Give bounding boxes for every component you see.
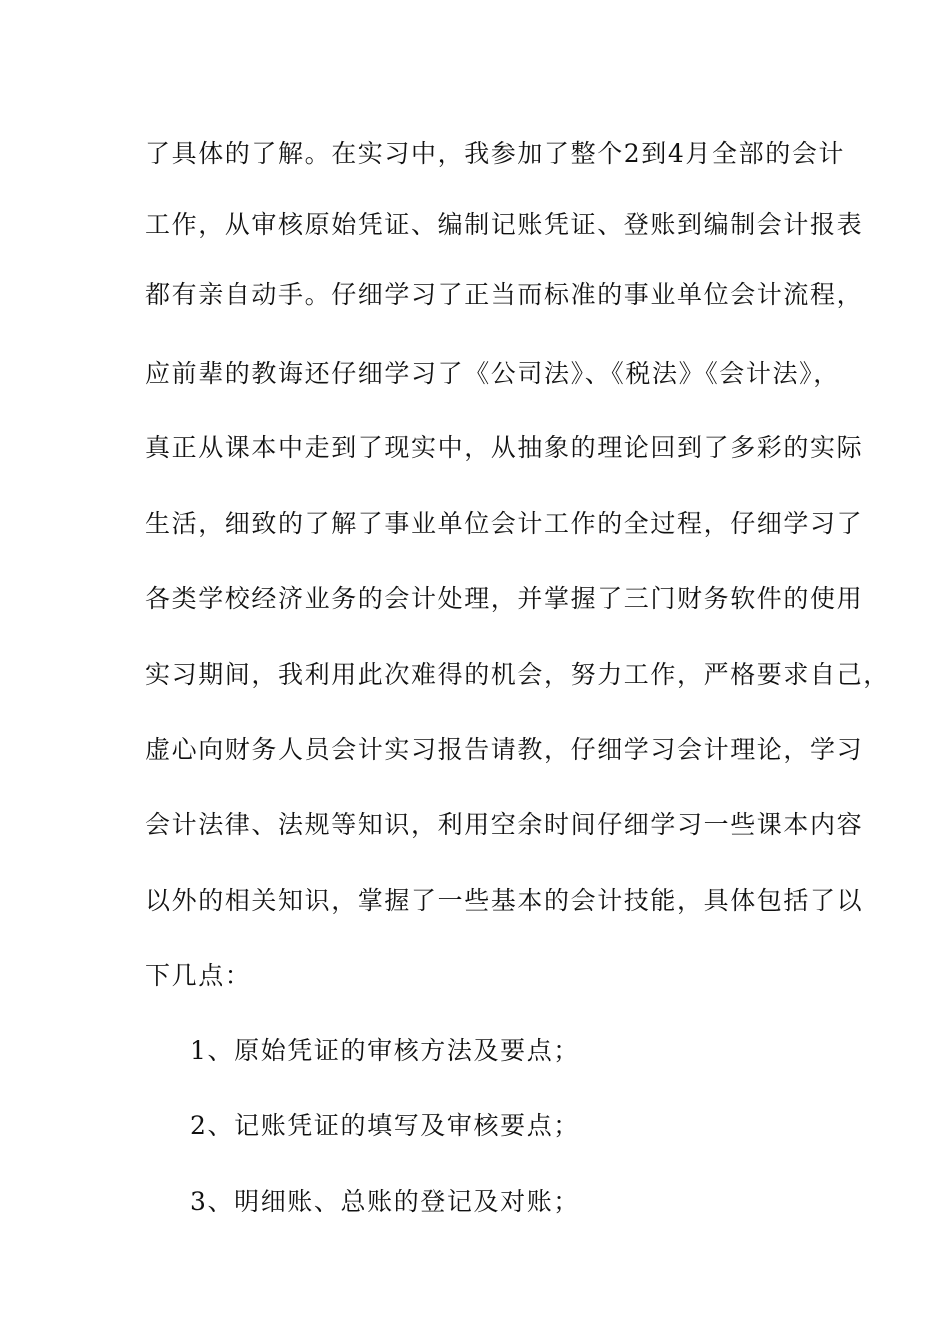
paragraph-line-10: 会计法律、法规等知识，利用空余时间仔细学习一些课本内容 [145, 810, 864, 839]
paragraph-line-4: 应前辈的教诲还仔细学习了《公司法》、《税法》《会计法》， [145, 359, 840, 388]
list-item-3: 3、明细账、总账的登记及对账； [190, 1187, 580, 1216]
paragraph-line-7: 各类学校经济业务的会计处理，并掌握了三门财务软件的使用 [145, 584, 864, 613]
paragraph-line-11: 以外的相关知识，掌握了一些基本的会计技能，具体包括了以 [145, 886, 864, 915]
list-item-1: 1、原始凭证的审核方法及要点； [190, 1036, 580, 1065]
paragraph-line-6: 生活，细致的了解了事业单位会计工作的全过程，仔细学习了 [145, 509, 864, 538]
paragraph-line-5: 真正从课本中走到了现实中，从抽象的理论回到了多彩的实际 [145, 433, 864, 462]
paragraph-line-2: 工作，从审核原始凭证、编制记账凭证、登账到编制会计报表 [145, 210, 864, 239]
paragraph-line-1: 了具体的了解。在实习中，我参加了整个2到4月全部的会计 [145, 139, 846, 168]
paragraph-line-8: 实习期间，我利用此次难得的机会，努力工作，严格要求自己， [145, 660, 890, 689]
paragraph-line-9: 虚心向财务人员会计实习报告请教，仔细学习会计理论，学习 [145, 735, 864, 764]
paragraph-line-12: 下几点： [145, 961, 252, 990]
paragraph-line-3: 都有亲自动手。仔细学习了正当而标准的事业单位会计流程， [145, 280, 864, 309]
list-item-2: 2、记账凭证的填写及审核要点； [190, 1111, 580, 1140]
